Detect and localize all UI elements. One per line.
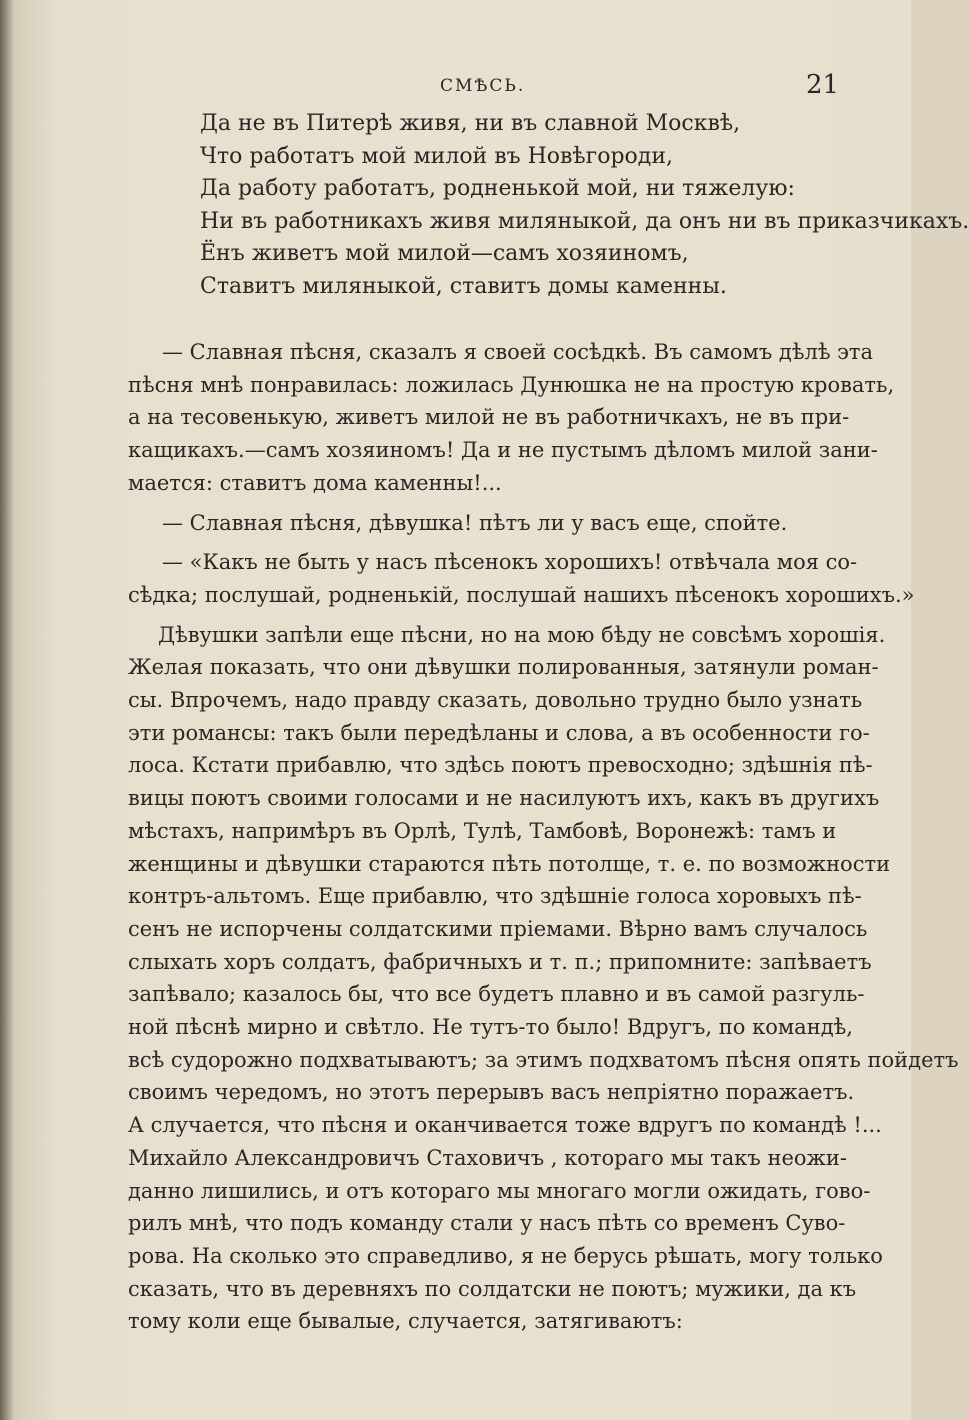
verse-line: Ни въ работникахъ живя миляныкой, да онъ ни въ приказчикахъ. — [200, 208, 969, 234]
text-line: контръ-альтомъ. Еще прибавлю, что здѣшніе голоса хоровыхъ пѣ- — [128, 884, 862, 909]
text-line: а на тесовенькую, живетъ милой не въ работничкахъ, не въ при- — [128, 405, 850, 430]
text-line: ной пѣснѣ мирно и свѣтло. Не тутъ-то было! Вдругъ, по командѣ, — [128, 1015, 853, 1040]
text-line: сказать, что въ деревняхъ по солдатски не поютъ; мужики, да къ — [128, 1276, 857, 1301]
text-line: рилъ мнѣ, что подъ команду стали у насъ пѣть со временъ Суво- — [128, 1211, 846, 1236]
text-line: Желая показать, что они дѣвушки полированныя, затянули роман- — [128, 655, 879, 680]
text-line: — Славная пѣсня, дѣвушка! пѣтъ ли у васъ еще, спойте. — [162, 510, 788, 535]
paragraph-dialogue-3 — [128, 546, 915, 611]
text-line: своимъ чередомъ, но этотъ перерывъ васъ непріятно поражаетъ. — [128, 1080, 855, 1105]
text-line: — Славная пѣсня, сказалъ я своей сосѣдкѣ. Въ самомъ дѣлѣ эта — [162, 340, 874, 364]
text-line: сѣдка; послушай, родненькій, послушай нашихъ пѣсенокъ хорошихъ.» — [128, 582, 915, 607]
page-binding-edge — [0, 0, 14, 1420]
paragraph-dialogue-1 — [128, 336, 895, 500]
text-line: всѣ судорожно подхватываютъ; за этимъ подхватомъ пѣсня опять пойдетъ — [128, 1047, 959, 1072]
running-title: СМѢСЬ. — [440, 76, 526, 96]
text-line: слыхать хоръ солдатъ, фабричныхъ и т. п.; припомните: запѣваетъ — [128, 949, 872, 974]
text-line: сенъ не испорчены солдатскими пріемами. Вѣрно вамъ случалось — [128, 916, 868, 941]
verse-line: Что работатъ мой милой въ Новѣгороди, — [200, 143, 673, 169]
text-line: вицы поютъ своими голосами и не насилуютъ ихъ, какъ въ другихъ — [128, 786, 880, 811]
page-number: 21 — [806, 70, 840, 100]
text-line: кащикахъ.—самъ хозяиномъ! Да и не пустымъ дѣломъ милой зани- — [128, 438, 878, 463]
page-text — [128, 108, 969, 1345]
page-header — [0, 70, 911, 106]
text-line: — «Какъ не быть у насъ пѣсенокъ хорошихъ! отвѣчала моя со- — [162, 550, 858, 575]
text-line: рова. На сколько это справедливо, я не берусь рѣшать, могу только — [128, 1243, 883, 1268]
text-line: лоса. Кстати прибавлю, что здѣсь поютъ превосходно; здѣшнія пѣ- — [128, 753, 873, 778]
text-line: тому коли еще бывалые, случается, затягиваютъ: — [128, 1309, 683, 1334]
text-line: мается: ставитъ дома каменны!... — [128, 470, 502, 495]
paragraph-dialogue-2 — [128, 507, 836, 540]
text-line: сы. Впрочемъ, надо правду сказать, довольно трудно было узнать — [128, 688, 863, 713]
verse-line: Ёнъ живетъ мой милой—самъ хозяиномъ, — [200, 241, 689, 266]
text-line: Михайло Александровичъ Стаховичъ , котораго мы такъ неожи- — [128, 1145, 847, 1170]
verse-line: Да работу работатъ, родненькой мой, ни тяжелую: — [200, 176, 795, 201]
verse-line: Ставитъ миляныкой, ставитъ домы каменны. — [200, 273, 727, 299]
text-line: Дѣвушки запѣли еще пѣсни, но на мою бѣду не совсѣмъ хорошія. — [158, 622, 886, 647]
verse-block — [128, 108, 969, 303]
text-line: запѣвало; казалось бы, что все будетъ плавно и въ самой разгуль- — [128, 982, 865, 1007]
verse-line: Да не въ Питерѣ живя, ни въ славной Москвѣ, — [200, 111, 741, 136]
text-line: пѣсня мнѣ понравилась: ложилась Дунюшка не на простую кровать, — [128, 372, 895, 397]
text-line: А случается, что пѣсня и оканчивается тоже вдругъ по командѣ !... — [128, 1113, 882, 1138]
text-line: мѣстахъ, напримѣръ въ Орлѣ, Тулѣ, Тамбовѣ, Воронежѣ: тамъ и — [128, 818, 837, 843]
paragraph-narrative — [128, 619, 959, 1338]
text-line: данно лишились, и отъ котораго мы многаго могли ожидать, гово- — [128, 1178, 871, 1203]
text-line: эти романсы: такъ были передѣланы и слова, а въ особенности го- — [128, 720, 870, 745]
text-line: женщины и дѣвушки стараются пѣть потолще, т. е. по возможности — [128, 851, 891, 876]
